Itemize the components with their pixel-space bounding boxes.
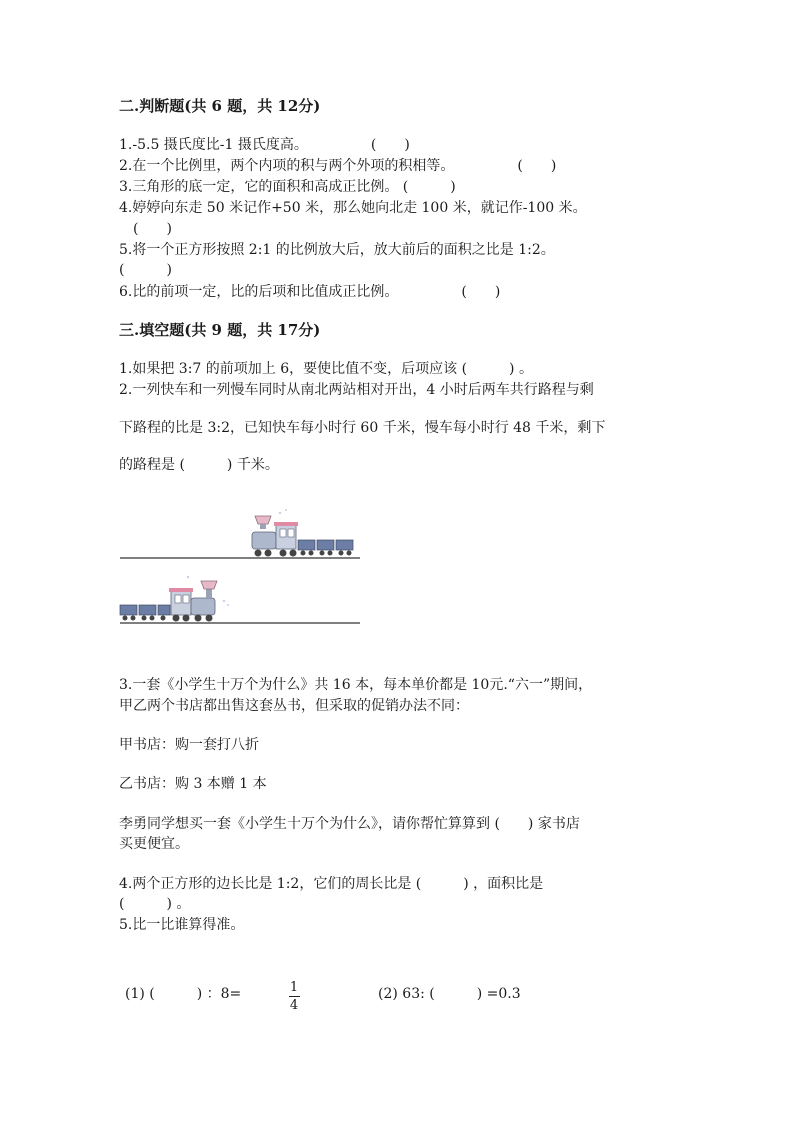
fill-q1: 1.如果把 3:7 的前项加上 6，要使比值不变，后项应该 ( ) 。 [119, 361, 533, 377]
fill-q5: 5.比一比谁算得准。 [119, 917, 245, 933]
judge-item-3: 3.三角形的底一定，它的面积和高成正比例。 ( ) [119, 179, 456, 195]
fraction-numerator: 1 [289, 980, 299, 995]
judge-item-1: 1.-5.5 摄氏度比-1 摄氏度高。 ( ) [119, 137, 410, 153]
fill-q4-line2: ( ) 。 [119, 896, 191, 912]
fill-q3-line1: 3.一套《小学生十万个为什么》共 16 本，每本单价都是 10元.“六一”期间， [119, 677, 593, 693]
fill-q4-line1: 4.两个正方形的边长比是 1:2，它们的周长比是 ( ) ，面积比是 [119, 876, 544, 892]
fraction-one-quarter [287, 980, 301, 1013]
judge-item-5: 5.将一个正方形按照 2:1 的比例放大后，放大前后的面积之比是 1:2。 [119, 242, 555, 258]
fill-q2-line3: 的路程是 ( ) 千米。 [119, 457, 279, 473]
q5-part2: (2) 63: ( ) =0.3 [378, 986, 521, 1002]
judge-item-4: 4.婷婷向东走 50 米记作+50 米，那么她向北走 100 米，就记作-100 米。 [119, 200, 587, 216]
fill-q3-shop-a: 甲书店：购一套打八折 [119, 737, 259, 753]
fill-q3-line6: 买更便宜。 [119, 836, 189, 852]
section3-heading: 三.填空题(共 9 题，共 17分) [119, 321, 321, 339]
fill-q2-line1: 2.一列快车和一列慢车同时从南北两站相对开出，4 小时后两车共行路程与剩 [119, 382, 594, 398]
fraction-bar [289, 996, 300, 997]
fill-q3-line2: 甲乙两个书店都出售这套丛书，但采取的促销办法不同： [119, 698, 469, 714]
judge-item-2: 2.在一个比例里，两个内项的积与两个外项的积相等。 ( ) [119, 158, 557, 174]
judge-item-6: 6.比的前项一定，比的后项和比值成正比例。 ( ) [119, 284, 501, 300]
fill-q3-line5: 李勇同学想买一套《小学生十万个为什么》，请你帮忙算算到 ( ) 家书店 [119, 816, 580, 832]
fraction-denominator: 4 [289, 998, 299, 1013]
fast-train [252, 509, 353, 557]
train-illustration [118, 505, 368, 630]
judge-item-4-bracket: ( ) [119, 221, 172, 237]
judge-item-5-bracket: ( ) [119, 262, 172, 278]
section2-heading: 二.判断题(共 6 题，共 12分) [119, 97, 321, 115]
q5-part1: (1) ( ) ：8= [125, 986, 242, 1002]
slow-train [120, 576, 229, 622]
fill-q3-shop-b: 乙书店：购 3 本赠 1 本 [119, 776, 267, 792]
fill-q2-line2: 下路程的比是 3:2，已知快车每小时行 60 千米，慢车每小时行 48 千米，剩下 [119, 420, 606, 436]
